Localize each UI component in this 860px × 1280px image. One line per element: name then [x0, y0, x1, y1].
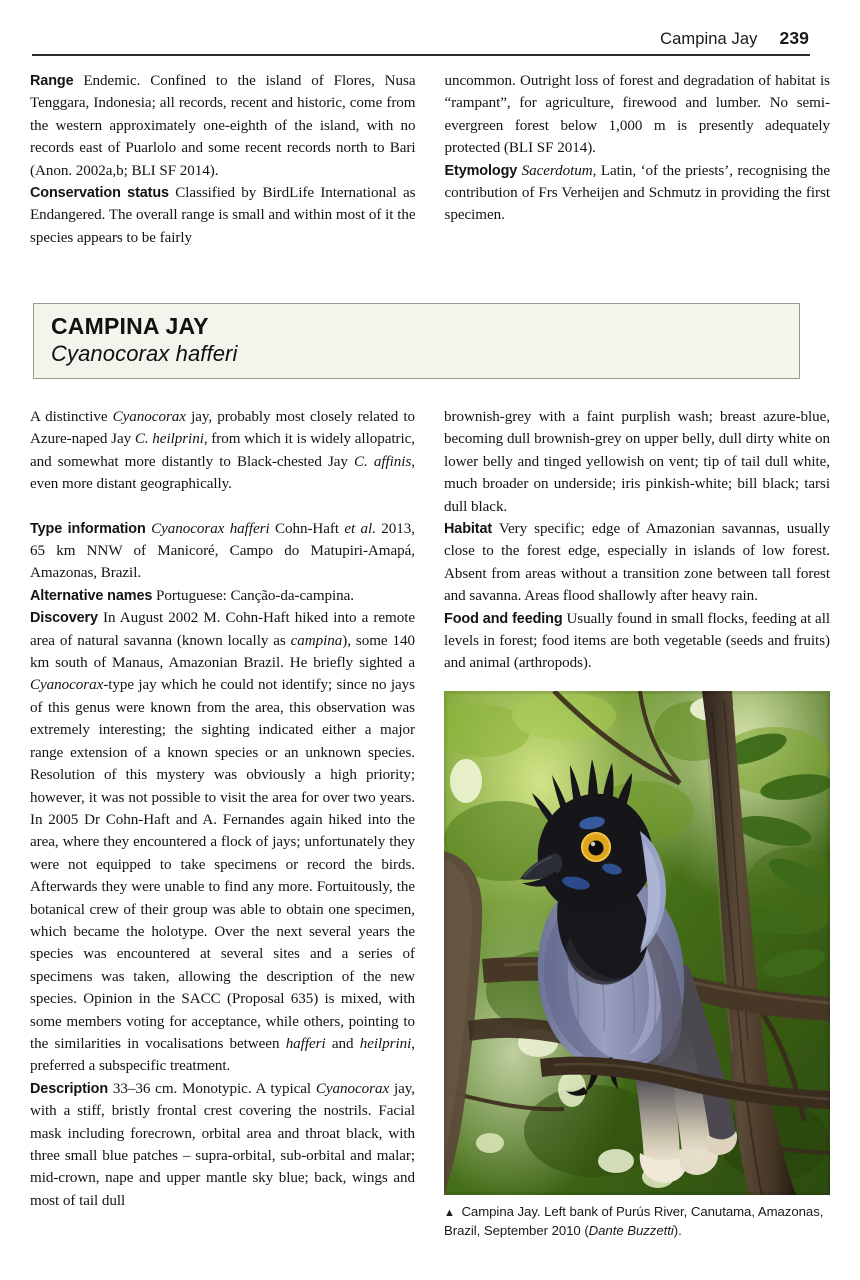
conservation-status-paragraph	[30, 182, 416, 249]
etymology-text: , Latin, ‘of the priests’, recognising the contribution of Frs Verheijen and Schmutz in providing the first specimen.	[444, 162, 830, 224]
intro-part2: jay, probably most closely related to Azure-naped Jay	[30, 409, 415, 448]
species-account-columns	[30, 406, 830, 1241]
species-photograph	[444, 691, 830, 1195]
description-italic-cyanocorax: Cyanocorax	[315, 1080, 390, 1097]
caption-text-part2: ).	[673, 1223, 682, 1239]
alternative-names-text: Portuguese: Canção-da-campina.	[156, 587, 355, 604]
discovery-italic-hafferi: hafferi	[285, 1035, 326, 1052]
type-information-etal: et al.	[344, 520, 376, 537]
page-number: 239	[779, 28, 809, 48]
discovery-italic-heilprini: heilprini	[359, 1035, 412, 1052]
intro-species-1: C. heilprini	[134, 431, 204, 448]
discovery-part4: and	[325, 1035, 360, 1052]
alternative-names-paragraph	[30, 585, 415, 607]
habitat-label: Habitat	[444, 521, 493, 538]
intro-paragraph	[30, 406, 415, 496]
photograph-artwork	[444, 691, 830, 1195]
etymology-italic-word: Sacerdotum	[521, 162, 593, 179]
paragraph-spacer	[30, 496, 415, 518]
intro-species-2: C. affinis	[354, 453, 412, 470]
discovery-italic-campina: campina	[290, 632, 343, 649]
discovery-part2: ), some 140 km south of Manaus, Amazonian Brazil. He briefly sighted a	[30, 632, 415, 672]
caption-triangle-icon: ▲	[444, 1206, 455, 1219]
food-and-feeding-text: Usually found in small flocks, feeding at all levels in forest; food items are both vegetable (seeds and fruits) and animal (arthropods).	[444, 610, 830, 672]
account-left-column	[30, 406, 415, 1241]
species-scientific-name: Cyanocorax hafferi	[51, 341, 238, 366]
description-part1: 33–36 cm. Monotypic. A typical	[112, 1080, 316, 1097]
previous-species-columns	[30, 70, 830, 249]
type-information-part1: Cohn-Haft	[269, 520, 345, 537]
conservation-status-label: Conservation status	[30, 185, 169, 202]
intro-part1: A distinctive	[30, 409, 113, 425]
species-common-name: CAMPINA JAY	[51, 313, 209, 339]
species-banner	[33, 303, 800, 379]
discovery-italic-cyanocorax: Cyanocorax	[30, 677, 104, 694]
description-label: Description	[30, 1080, 109, 1097]
caption-photographer-credit: Dante Buzzetti	[588, 1223, 674, 1239]
discovery-paragraph	[30, 607, 415, 1078]
habitat-text: Very specific; edge of Amazonian savannas, usually close to the forest edge, especially in islands of low forest. Absent from areas without a transition zone between tall forest and savanna. Areas flood shallowly after heavy rain.	[444, 521, 831, 605]
type-information-label: Type information	[30, 520, 146, 537]
discovery-label: Discovery	[30, 610, 98, 627]
food-and-feeding-paragraph	[444, 608, 830, 675]
range-label: Range	[30, 73, 74, 89]
discovery-part1: In August 2002 M. Cohn-Haft hiked into a remote area of natural savanna (known locally as	[30, 610, 415, 649]
habitat-paragraph	[444, 518, 830, 608]
discovery-part5: , preferred a subspecific treatment.	[30, 1035, 415, 1075]
photograph-caption	[444, 1203, 830, 1241]
running-head-title: Campina Jay	[660, 30, 758, 48]
photograph-image	[444, 691, 830, 1195]
intro-part3: , from which it is widely allopatric, and somewhat more distantly to Black-chested Jay	[30, 431, 415, 470]
range-paragraph	[30, 70, 416, 182]
description-paragraph	[30, 1078, 415, 1212]
conservation-status-text: Classified by BirdLife International as Endangered. The overall range is small and within most of it the species appears to be fairly	[30, 185, 416, 246]
caption-text-part1: Campina Jay. Left bank of Purús River, Canutama, Amazonas, Brazil, September 2010 (	[444, 1203, 824, 1239]
food-and-feeding-label: Food and feeding	[444, 610, 563, 627]
account-right-column	[444, 406, 830, 1241]
discovery-part3: -type jay which he could not identify; since no jays of this genus were known from the area, this observation was extremely interesting; the sighting indicated either a major range extension of a known species or an unknown species. Resolution of this mystery was obviously a high priority; however, it was not possible to visit the area for over two years. In 2005 Dr Cohn-Haft and A. Fernandes again hiked into the area, where they encountered a flock of jays; unfortunately they were not equipped to take specimens or record the birds. Afterwards they were unable to find any more. Fortuitously, the botanical crew of their group was able to obtain one specimen, which became the holotype. Over the next several years the species was encountered at several sites and a series of specimens was taken, allowing the description of the new species. Opinion in the SACC (Proposal 635) is mixed, with some members voting for acceptance, while others, pointing to the similarities in vocalisations between	[30, 677, 415, 1052]
alternative-names-label: Alternative names	[30, 587, 153, 604]
conservation-status-continued: uncommon. Outright loss of forest and degradation of habitat is “rampant”, for agriculture, firewood and lumber. No semi-evergreen forest below 1,000 m is presently adequately protected (BLI SF 2014).	[444, 73, 830, 157]
previous-species-left-column	[30, 70, 416, 249]
bird-eye-pupil	[589, 840, 604, 855]
intro-genus: Cyanocorax	[112, 409, 186, 425]
type-information-part2: 2013, 65 km NNW of Manicoré, Campo do Matupiri-Amapá, Amazonas, Brazil.	[30, 520, 415, 582]
range-text: Endemic. Confined to the island of Flores, Nusa Tenggara, Indonesia; all records, recent and historic, come from the western approximately one-eighth of the island, with no records east of Puarlolo and some recent records north to Bari (Anon. 2002a,b; BLI SF 2014).	[30, 73, 416, 179]
etymology-label: Etymology	[444, 162, 518, 179]
type-information-paragraph	[30, 518, 415, 585]
type-information-name: Cyanocorax hafferi	[151, 520, 270, 537]
previous-species-right-column	[445, 70, 831, 249]
description-continued: brownish-grey with a faint purplish wash; breast azure-blue, becoming dull brownish-grey on upper belly, dull dirty white on lower belly and tinged yellowish on vent; tip of tail dull white, much broader on underside; iris pinkish-white; bill black; tarsi dull black.	[444, 409, 830, 515]
etymology-paragraph	[445, 160, 831, 227]
intro-part4: , even more distant geographically.	[30, 453, 416, 493]
description-part2: jay, with a stiff, bristly frontal crest covering the nostrils. Facial mask including forecrown, orbital area and throat black, with three small blue patches – supra-orbital, sub-orbital and malar; mid-crown, nape and upper mantle sky blue; back, wings and most of tail dull	[30, 1080, 415, 1209]
running-head-rule	[32, 54, 810, 56]
